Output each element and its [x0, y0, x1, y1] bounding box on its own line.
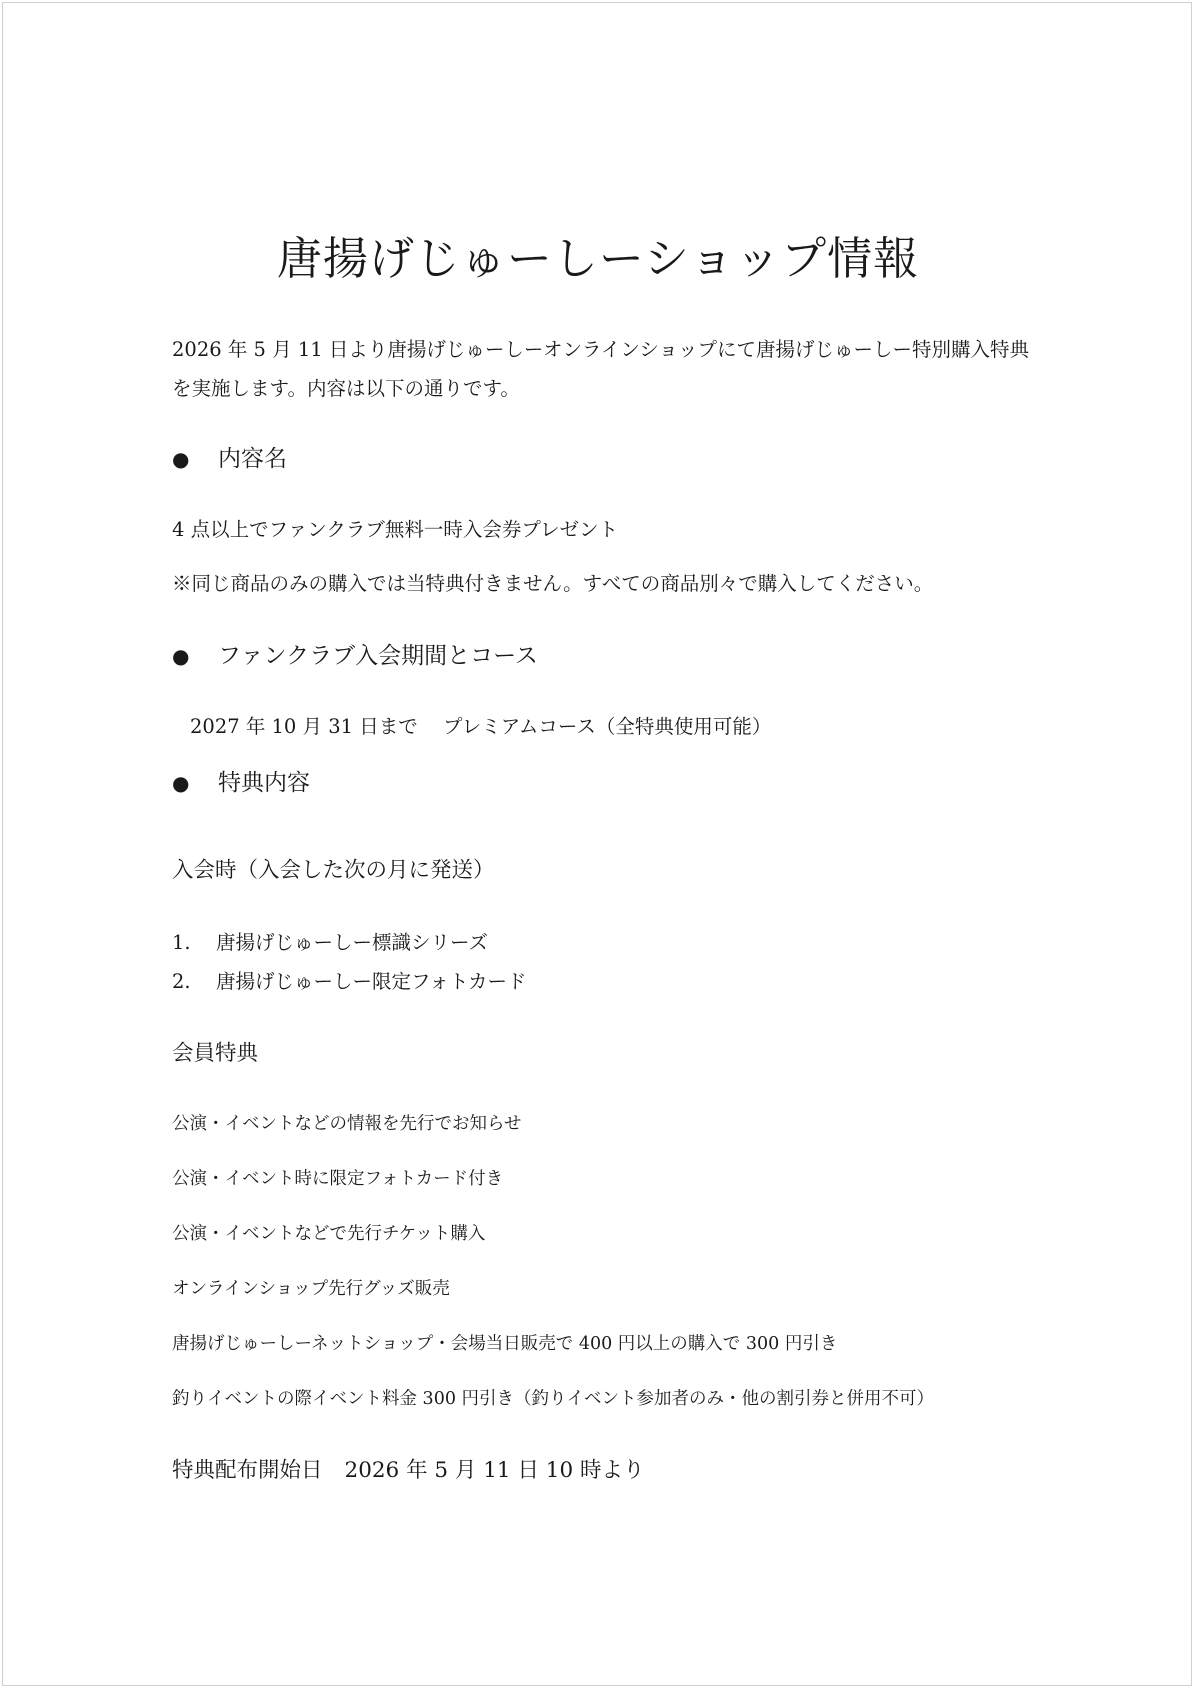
member-benefit-item: 唐揚げじゅーしーネットショップ・会場当日販売で 400 円以上の購入で 300 円引き	[172, 1334, 838, 1354]
distribution-start-label: 特典配布開始日	[172, 1458, 323, 1483]
bullet-icon: ●	[172, 644, 190, 668]
membership-period: 2027 年 10 月 31 日まで	[190, 715, 418, 738]
membership-course: プレミアムコース（全特典使用可能）	[443, 715, 772, 738]
list-item-text: 唐揚げじゅーしー限定フォトカード	[216, 970, 527, 993]
member-benefit-item: 釣りイベントの際イベント料金 300 円引き（釣りイベント参加者のみ・他の割引券と併用不可）	[172, 1389, 935, 1409]
join-benefit-item	[172, 927, 488, 955]
bullet-icon: ●	[172, 447, 190, 471]
section-heading-benefits	[172, 764, 310, 797]
list-number: 2.	[172, 970, 191, 993]
content-note-line: ※同じ商品のみの購入では当特典付きません。すべての商品別々で購入してください。	[172, 572, 934, 595]
section-heading-content-name	[172, 440, 287, 473]
section-heading-label: ファンクラブ入会期間とコース	[218, 643, 538, 669]
section-heading-label: 内容名	[218, 446, 287, 472]
list-item-text: 唐揚げじゅーしー標識シリーズ	[216, 931, 489, 954]
section-heading-membership-period	[172, 637, 538, 670]
member-benefit-item: 公演・イベントなどの情報を先行でお知らせ	[172, 1114, 522, 1134]
member-benefit-item: 公演・イベントなどで先行チケット購入	[172, 1224, 486, 1244]
member-benefit-item: オンラインショップ先行グッズ販売	[172, 1279, 450, 1299]
join-benefit-item	[172, 966, 526, 994]
member-benefits-heading: 会員特典	[172, 1041, 259, 1066]
bullet-icon: ●	[172, 771, 190, 795]
distribution-start	[172, 1453, 644, 1484]
distribution-start-date: 2026 年 5 月 11 日 10 時より	[344, 1458, 645, 1483]
join-benefits-heading: 入会時（入会した次の月に発送）	[172, 858, 495, 883]
section-heading-label: 特典内容	[218, 770, 310, 796]
list-number: 1.	[172, 931, 191, 954]
intro-paragraph: 2026 年 5 月 11 日より唐揚げじゅーしーオンラインショップにて唐揚げじゅーしー特別購入特典を実施します。内容は以下の通りです。	[172, 338, 1029, 400]
page-title: 唐揚げじゅーしーショップ情報	[276, 232, 920, 285]
content-name-line: 4 点以上でファンクラブ無料一時入会券プレゼント	[172, 518, 619, 541]
member-benefit-item: 公演・イベント時に限定フォトカード付き	[172, 1169, 504, 1189]
